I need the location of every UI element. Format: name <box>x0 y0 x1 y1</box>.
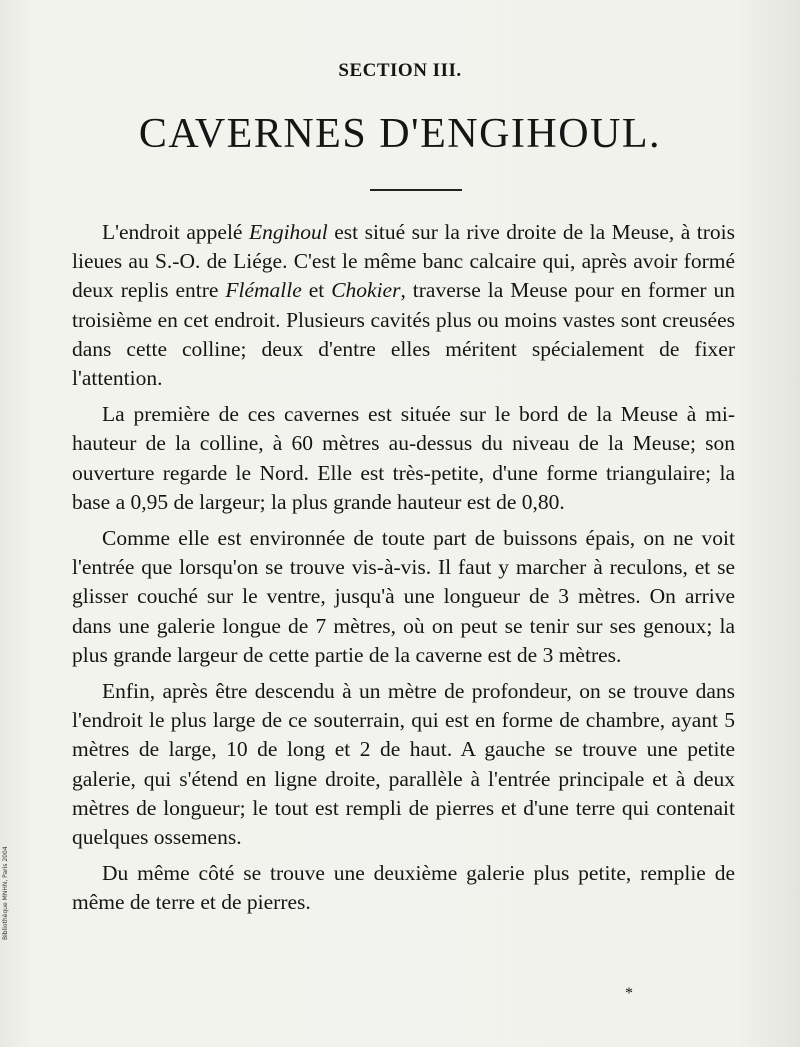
place-name-chokier: Chokier <box>331 278 401 303</box>
paragraph-1-text-d: , traverse la Meuse pour en former un troisième en cet endroit. Plusieurs cavités plus ou moins vastes sont creusées dans cette colline; deux d'entre elles méritent spécialement de fixer l'attention. <box>72 278 735 391</box>
paragraph-2: La première de ces cavernes est située sur le bord de la Meuse à mi-hauteur de la colline, à 60 mètres au-dessus du niveau de la Meuse; son ouverture regarde le Nord. Elle est très-petite, d'une forme triangulaire; la base a 0,95 de largeur; la plus grande hauteur est de 0,80. <box>72 402 735 514</box>
title-rule <box>370 189 462 191</box>
paragraph-1-text-c: et <box>301 278 332 303</box>
footer-asterisk: * <box>625 985 633 1002</box>
chapter-title: CAVERNES D'ENGIHOUL. <box>138 111 662 157</box>
section-label: SECTION III. <box>338 60 462 81</box>
paragraph-5: Du même côté se trouve une deuxième galerie plus petite, remplie de même de terre et de pierres. <box>72 861 735 915</box>
paragraph-1-text-a: L'endroit appelé <box>102 220 249 244</box>
place-name-engihoul: Engihoul <box>248 220 328 244</box>
paragraph-1-text-b: est situé sur la rive droite de la Meuse, à trois lieues au S.-O. de Liége. C'est le même banc calcaire qui, après avoir formé deux replis entre <box>72 220 735 303</box>
paragraph-3: Comme elle est environnée de toute part de buissons épais, on ne voit l'entrée que lorsqu'on se trouve vis-à-vis. Il faut y marcher à reculons, et se glisser couché sur le ventre, jusqu'à une longueur de 3 mètres. On arrive dans une galerie longue de 7 mètres, où on peut se tenir sur ses genoux; la plus grande largeur de cette partie de la caverne est de 3 mètres. <box>72 526 735 667</box>
body-text <box>72 218 735 925</box>
paragraph-4: Enfin, après être descendu à un mètre de profondeur, on se trouve dans l'endroit le plus large de ce souterrain, qui est en forme de chambre, ayant 5 mètres de large, 10 de long et 2 de haut. A gauche se trouve une petite galerie, qui s'étend en ligne droite, parallèle à l'entrée principale et à deux mètres de longueur; le tout est rempli de pierres et d'une terre qui contenait quelques ossemens. <box>72 679 735 850</box>
library-stamp: Bibliothèque MNHN, Paris 2004 <box>2 846 9 940</box>
paragraph-1 <box>72 218 735 393</box>
place-name-flemalle: Flémalle <box>225 278 302 303</box>
